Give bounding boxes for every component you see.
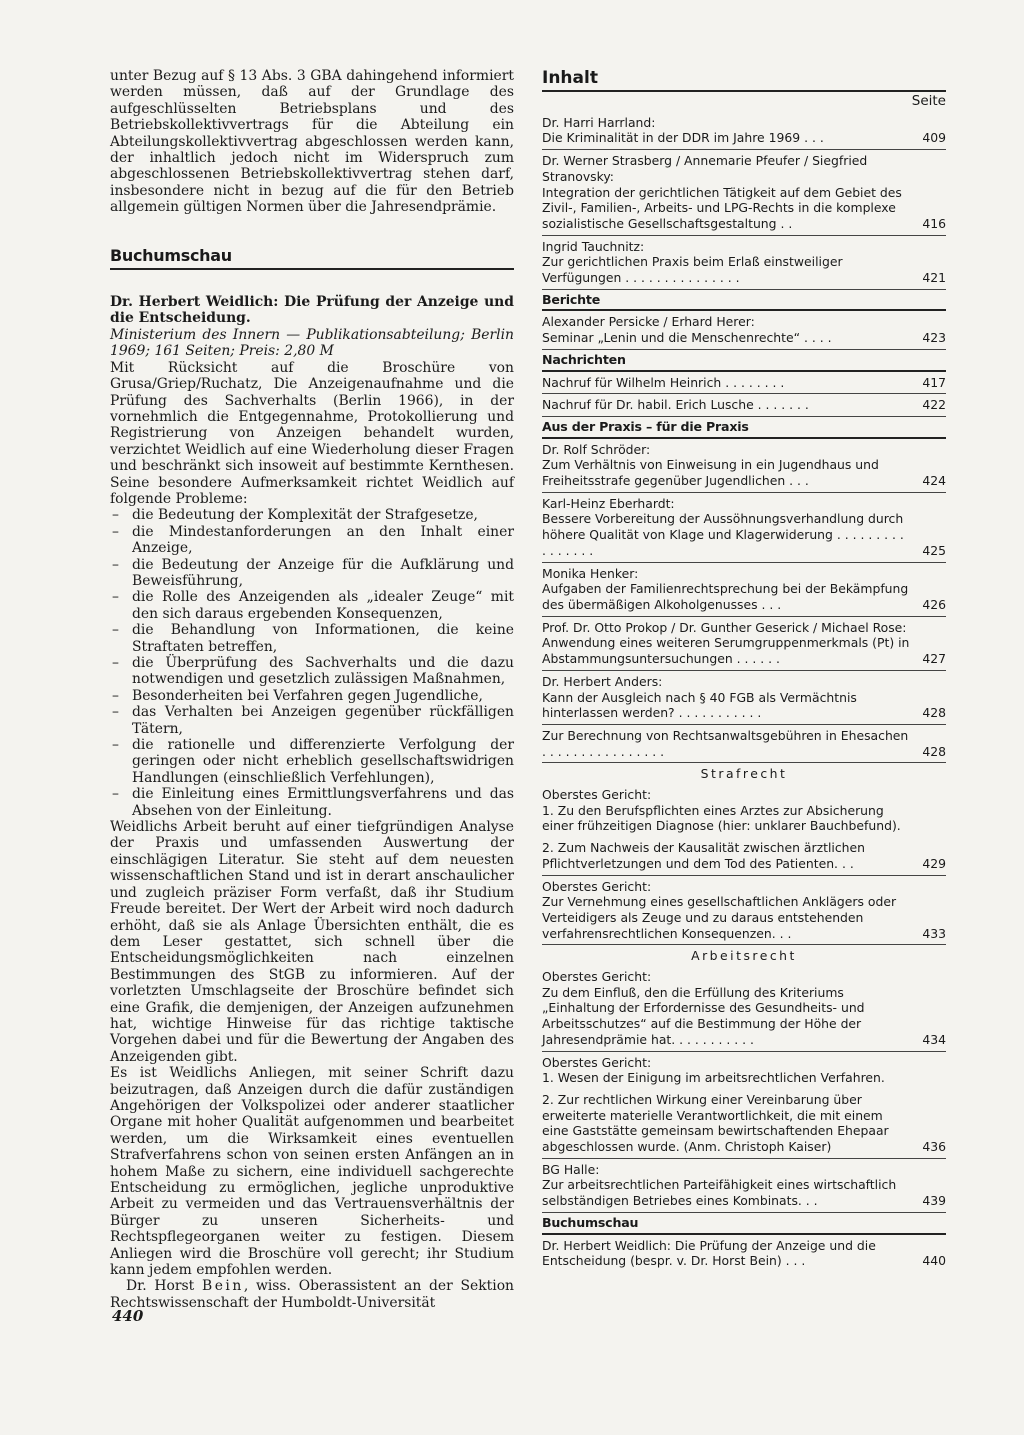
toc-entry [542,966,946,1052]
review-paragraph-2: Weidlichs Arbeit beruht auf einer tiefgründigen Analyse der Praxis und umfassenden Auswertung der einschlägigen Literatur. Sie steht auf dem neuesten wissenschaftlichen Stand und ist in derart anschaulicher und zugleich präziser Form verfaßt, daß ihr Studium Freude bereitet. Der Wert der Arbeit wird noch dadurch erhöht, daß sie als Anlage Übersichten enthält, die es dem Leser gestattet, sich schnell über die Entscheidungsmöglichkeiten nach einzelnen Bestimmungen des StGB zu informieren. Auf der vorletzten Umschlagseite der Broschüre befindet sich eine Grafik, die demjenigen, der Anzeigen aufzunehmen hat, wichtige Hinweise für das richtige taktische Vorgehen dabei und für die Bewertung der Angaben des Anzeigenden gibt. [110,819,514,1065]
toc-entry-author: Dr. Rolf Schröder: [542,441,651,457]
toc-entry [542,394,946,417]
toc-entry-title: Zur Vernehmung eines gesellschaftlichen Anklägers oder Verteidigers als Zeuge und zu daraus entstehenden verfahrensrechtlichen Konsequenzen. . . [542,894,897,941]
toc-entry-page: 434 [922,1031,946,1047]
toc-entry [542,112,946,150]
toc-entry-page: 433 [922,925,946,941]
toc-entry-title: Nachruf für Dr. habil. Erich Lusche . . . . . . . [542,397,809,413]
toc-entry-title: 1. Wesen der Einigung im arbeitsrechtlichen Verfahren. [542,1070,885,1086]
toc-entry-page: 436 [922,1139,946,1155]
toc-entry [542,372,946,395]
toc-section-arbeitsrecht: Arbeitsrecht [691,948,797,964]
list-item: – die Behandlung von Informationen, die keine Straftaten betreffen, [110,622,514,655]
toc-entry-title: 2. Zur rechtlichen Wirkung einer Vereinbarung über erweiterte materielle Verantwortlichkeit, die mit einem eine Gaststätte gemeinsam bewirtschaftenden Ehepaar abgeschlossen wurde. (Anm. Christoph Kaiser) [542,1091,889,1155]
page-column-label: Seite [911,93,946,109]
toc-entry-page: 421 [922,270,946,286]
toc-entry-page: 425 [922,542,946,558]
toc-entry [542,725,946,763]
toc-entry [542,1052,946,1089]
toc-entry-page: 440 [922,1253,946,1269]
toc-entry-title: Zur gerichtlichen Praxis beim Erlaß einstweiliger Verfügungen . . . . . . . . . . . . . . . [542,254,843,286]
toc-header [542,68,946,92]
toc-entry-title: Dr. Herbert Weidlich: Die Prüfung der Anzeige und die Entscheidung (bespr. v. Dr. Horst Bein) . . . [542,1237,876,1269]
list-item: – die Einleitung eines Ermittlungsverfahrens und das Absehen von der Einleitung. [110,786,514,819]
toc-entry-author: BG Halle: [542,1161,600,1177]
toc-entry-page: 428 [922,705,946,721]
toc-entry-page: 424 [922,473,946,489]
table-of-contents [542,68,946,1272]
toc-entry-author: Oberstes Gericht: [542,878,652,894]
toc-entry-page: 427 [922,651,946,667]
list-item: – die Bedeutung der Komplexität der Strafgesetze, [110,507,514,523]
list-item: – die Bedeutung der Anzeige für die Aufklärung und Beweisführung, [110,557,514,590]
toc-entry-page: 426 [922,596,946,612]
toc-entry [542,493,946,563]
toc-section-strafrecht: Strafrecht [700,766,788,782]
list-item: – die Rolle des Anzeigenden als „idealer Zeuge“ mit den sich daraus ergebenden Konsequenzen, [110,589,514,622]
review-title: Dr. Herbert Weidlich: Die Prüfung der Anzeige und die Entscheidung. [110,294,514,327]
toc-entry-author: Ingrid Tauchnitz: [542,238,645,254]
toc-entry-author: Dr. Werner Strasberg / Annemarie Pfeufer / Siegfried Stranovsky: [542,153,868,184]
toc-entry-title: Kann der Ausgleich nach § 40 FGB als Vermächtnis hinterlassen werden? . . . . . . . . . . . [542,689,857,721]
toc-entry-title: Seminar „Lenin und die Menschenrechte“ . . . . [542,330,832,346]
toc-entry [542,1159,946,1213]
section-heading-buchumschau: Buchumschau [110,248,514,270]
toc-entry [542,617,946,671]
list-item: – das Verhalten bei Anzeigen gegenüber rückfälligen Tätern, [110,704,514,737]
toc-entry-author: Monika Henker: [542,565,639,581]
toc-entry-page: 428 [922,743,946,759]
toc-entry-author: Oberstes Gericht: [542,969,652,985]
toc-entry-author: Dr. Harri Harrland: [542,114,656,130]
toc-entry-author: Oberstes Gericht: [542,787,652,803]
toc-entry-page: 417 [922,374,946,390]
toc-entry [542,671,946,725]
problems-list [110,507,514,819]
toc-entry-title: Integration der gerichtlichen Tätigkeit auf dem Gebiet des Zivil-, Familien-, Arbeits- und LPG-Rechts in die komplexe sozialistische Gesellschaftsgestaltung . . [542,184,902,231]
toc-entry [542,150,946,236]
toc-entry-page: 439 [922,1193,946,1209]
toc-section-praxis: Aus der Praxis – für die Praxis [542,419,946,439]
toc-section-buchumschau: Buchumschau [542,1215,946,1235]
toc-entry-title: 1. Zu den Berufspflichten eines Arztes zur Absicherung einer frühzeitigen Diagnose (hier: unklarer Bauchbefund). [542,802,901,834]
toc-heading: Inhalt [542,68,598,88]
toc-entry-author: Prof. Dr. Otto Prokop / Dr. Gunther Geserick / Michael Rose: [542,619,907,635]
toc-entry-title: Zur Berechnung von Rechtsanwaltsgebühren in Ehesachen . . . . . . . . . . . . . . . . [542,727,909,759]
toc-entry [542,784,946,837]
toc-entry [542,236,946,290]
review-paragraph-3: Es ist Weidlichs Anliegen, mit seiner Schrift dazu beizutragen, daß Anzeigen durch die dafür zuständigen Angehörigen der Volkspolizei oder anderer staatlicher Organe mit hoher Qualität aufgenommen und bearbeitet werden, um die Wirksamkeit eines eventuellen Strafverfahrens schon von seinen ersten Anfängen an in hohem Maße zu sichern, eine individuell sachgerechte Entscheidung zu ermöglichen, jegliche unproduktive Arbeit zu vermeiden und das Vertrauensverhältnis der Bürger zu unseren Sicherheits- und Rechtspflegeorganen weiter zu festigen. Diesem Anliegen wird die Broschüre voll gerecht; ihr Studium kann jedem empfohlen werden. [110,1065,514,1279]
list-item: – Besonderheiten bei Verfahren gegen Jugendliche, [110,688,514,704]
toc-entry-page: 409 [922,130,946,146]
left-column [110,68,514,1311]
toc-entry-title: Anwendung eines weiteren Serumgruppenmerkmals (Pt) in Abstammungsuntersuchungen . . . . . . [542,635,910,667]
toc-entry-author: Oberstes Gericht: [542,1054,652,1070]
intro-paragraph: unter Bezug auf § 13 Abs. 3 GBA dahingehend informiert werden müssen, daß auf der Grundlage des aufgeschlüsselten Betriebsplans und des Betriebskollektivvertrags für die Abteilung ein Abteilungskollektivvertrag abgeschlossen werden kann, der inhaltlich jedoch nicht im Widerspruch zum abgeschlossenen Betriebskollektivvertrag stehen darf, insbesondere nicht in bezug auf die für den Betrieb allgemein gültigen Normen über die Jahresendprämie. [110,68,514,216]
toc-entry-author: Dr. Herbert Anders: [542,673,663,689]
toc-entry [542,1235,946,1272]
toc-entry-title: 2. Zum Nachweis der Kausalität zwischen ärztlichen Pflichtverletzungen und dem Tod des Patienten. . . [542,840,865,871]
toc-entry-title: Zur arbeitsrechtlichen Parteifähigkeit eines wirtschaftlich selbständigen Betriebes eines Kombinats. . . [542,1177,897,1209]
review-paragraph-1: Mit Rücksicht auf die Broschüre von Grusa/Griep/Ruchatz, Die Anzeigenaufnahme und die Prüfung des Sachverhalts (Berlin 1966), in der vornehmlich die Entgegennahme, Protokollierung und Registrierung von Anzeigen behandelt wurden, verzichtet Weidlich auf eine Wiederholung dieser Fragen und beschränkt sich insoweit auf bestimmte Kernthesen. Seine besondere Aufmerksamkeit richtet Weidlich auf folgende Probleme: [110,359,514,507]
toc-section-berichte: Berichte [542,292,946,312]
toc-entry [542,439,946,493]
review-author [110,1278,514,1311]
page-number: 440 [112,1307,144,1325]
list-item: – die rationelle und differenzierte Verfolgung der geringen oder nicht erheblich gesellschaftswidrigen Handlungen (einschließlich Verfehlungen), [110,737,514,786]
review-publication-info: Ministerium des Innern — Publikationsabteilung; Berlin 1969; 161 Seiten; Preis: 2,80 M [110,326,514,360]
toc-entry [542,563,946,617]
toc-entry [542,837,946,875]
list-item: – die Überprüfung des Sachverhalts und die dazu notwendigen und gesetzlich zulässigen Maßnahmen, [110,655,514,688]
author-name: Bein [201,1278,244,1295]
toc-entry [542,876,946,946]
toc-entry-page: 422 [922,397,946,413]
toc-entry-page: 423 [922,330,946,346]
toc-entry-title: Zu dem Einfluß, den die Erfüllung des Kriteriums „Einhaltung der Erfordernisse des Gesundheits- und Arbeitsschutzes“ auf die Bestimmung der Höhe der Jahresendprämie hat. . . . . . . . . . . [542,984,865,1047]
toc-entry-title: Zum Verhältnis von Einweisung in ein Jugendhaus und Freiheitsstrafe gegenüber Jugendlichen . . . [542,457,879,489]
toc-entry [542,311,946,349]
toc-section-nachrichten: Nachrichten [542,352,946,372]
toc-entry-page: 429 [922,855,946,871]
toc-entry-author: Karl-Heinz Eberhardt: [542,495,675,511]
author-prefix: Dr. Horst [126,1278,202,1295]
toc-entry-page: 416 [922,215,946,231]
toc-entry-title: Aufgaben der Familienrechtsprechung bei der Bekämpfung des übermäßigen Alkoholgenusses . . . [542,581,909,612]
list-item: – die Mindestanforderungen an den Inhalt einer Anzeige, [110,524,514,557]
toc-entry [542,1089,946,1159]
toc-entry-title: Die Kriminalität in der DDR im Jahre 1969 . . . [542,130,824,146]
author-affiliation: , wiss. Oberassistent an der Sektion Rechtswissenschaft der Humboldt-Universität [110,1278,514,1311]
toc-entry-title: Nachruf für Wilhelm Heinrich . . . . . . . . [542,374,785,390]
toc-entry-title: Bessere Vorbereitung der Aussöhnungsverhandlung durch höhere Qualität von Klage und Klagerwiderung . . . . . . . . . . . . . . . . [542,511,904,558]
toc-entry-author: Alexander Persicke / Erhard Herer: [542,314,755,330]
